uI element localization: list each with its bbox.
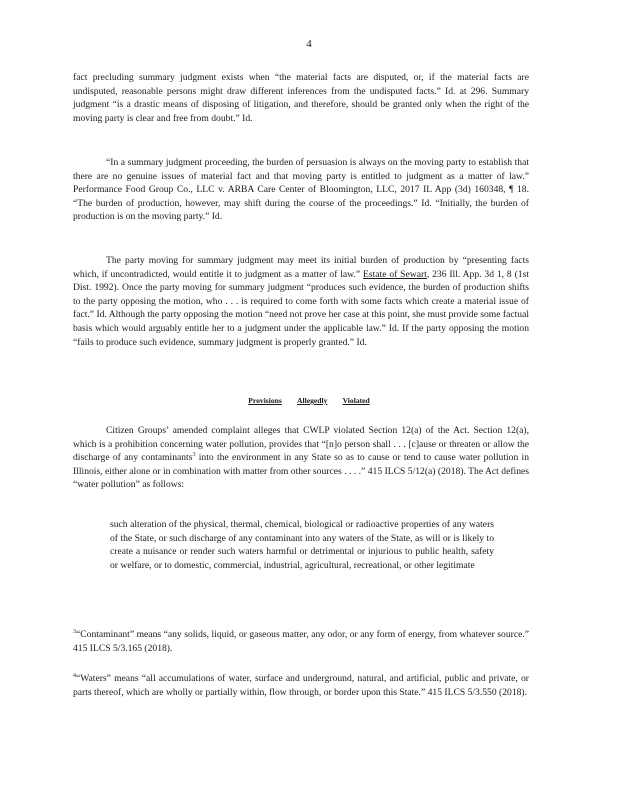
paragraph-summary-judgment-standard: [73, 71, 529, 125]
heading-word: Allegedly: [297, 396, 328, 405]
paragraph-text-part: The party moving for summary judgment may meet its initial burden of production by “presenting facts which, if uncontradicted, would entitle it to judgment as a matter of law.”: [73, 255, 529, 280]
footnote-marker: 3: [73, 628, 76, 635]
heading-word: Violated: [342, 396, 370, 405]
footnote-body: “Contaminant” means “any solids, liquid, or gaseous matter, any odor, or any form of energy, from whatever source.” 415 ILCS 5/3.165 (2018).: [73, 629, 529, 654]
footnote-marker: 4: [73, 672, 76, 679]
paragraph-text-part: into the environment in any State so as to cause or tend to cause water pollution in Illinois, either alone or in combination with matter from other sources . . . .” 415 ILCS 5/12(a) (2018). The Act defines “water pollution” as follows:: [73, 452, 529, 491]
paragraph-text: [73, 254, 529, 349]
paragraph-section-12a: [73, 424, 529, 492]
footnote-4: [73, 672, 529, 699]
quote-text: such alteration of the physical, thermal, chemical, biological or radioactive properties of any waters of the State, or such discharge of any contaminant into any waters of the State, as will or is likely to create a nuisance or render such waters harmful or detrimental or injurious to public health, safety or welfare, or to domestic, commercial, industrial, agricultural, recreational, or other legitimate: [110, 519, 494, 571]
paragraph-burden-of-persuasion: [73, 156, 529, 224]
page-number: 4: [306, 38, 312, 50]
block-quote-water-pollution: [110, 518, 494, 572]
case-name: Estate of Sewart: [363, 268, 427, 280]
footnote-reference: 3: [192, 452, 196, 458]
paragraph-text: “In a summary judgment proceeding, the burden of persuasion is always on the moving party to establish that there are no genuine issues of material fact and that moving party is entitled to judgment as a matter of law.” Performance Food Group Co., LLC v. ARBA Care Center of Bloomington, LLC, 2017 IL App (3d) 160348, ¶ 18. “The burden of production, however, may shift during the course of the proceedings.” Id. “Initially, the burden of production is on the moving party.” Id.: [73, 157, 529, 223]
footnote-body: “Waters” means “all accumulations of water, surface and underground, natural, and artificial, public and private, or parts thereof, which are wholly or partially within, flow through, or border upon this State.” 415 ILCS 5/3.550 (2018).: [73, 673, 529, 698]
section-heading: [0, 396, 618, 405]
paragraph-text-part: , 236 Ill. App. 3d 1, 8 (1st Dist. 1992). Once the party moving for summary judgment “produces such evidence, the burden of production shifts to the party opposing the motion, who . . . is required to come forth with some facts which create a material issue of fact.” Id. Although the party opposing the motion “need not prove her case at this point, she must provide some factual basis which would arguably entitle her to a judgment under the applicable law.” Id. If the party opposing the motion “fails to produce such evidence, summary judgment is properly granted.” Id.: [73, 268, 529, 348]
paragraph-text: fact precluding summary judgment exists when “the material facts are disputed, or, if the material facts are undisputed, reasonable persons might draw different inferences from the undisputed facts.” Id. at 296. Summary judgment “is a drastic means of disposing of litigation, and therefore, should be granted only when the right of the moving party is clear and free from doubt.” Id.: [73, 72, 529, 124]
footnote-text: [73, 628, 529, 655]
heading-word: Provisions: [248, 396, 282, 405]
paragraph-burden-of-production: [73, 254, 529, 349]
paragraph-text: [73, 424, 529, 492]
paragraph-text-part: Citizen Groups’ amended complaint alleges that CWLP violated Section 12(a) of the Act. Section 12(a), which is a prohibition concerning water pollution, provides that “[n]o person shall . . . [c]ause or threaten or allow the discharge of any contaminants: [73, 425, 529, 464]
footnote-text: [73, 672, 529, 699]
footnote-3: [73, 628, 529, 655]
